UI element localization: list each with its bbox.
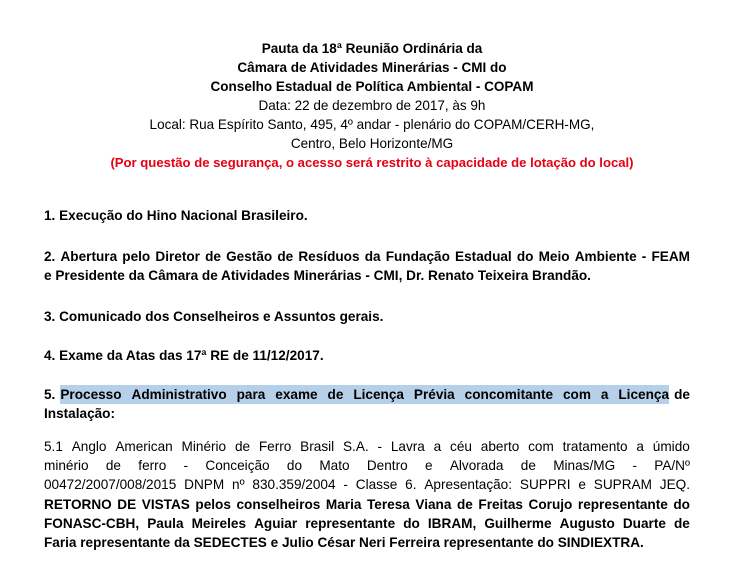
word: IBRAM,: [427, 515, 477, 531]
word: Minas/MG: [553, 458, 616, 474]
word: Aguiar: [254, 515, 298, 531]
word: American: [115, 439, 173, 454]
word: com: [528, 439, 554, 454]
word: céu: [450, 439, 472, 454]
title-line-2: Câmara de Atividades Minerárias - CMI do: [237, 60, 507, 75]
word: Brasil: [300, 439, 335, 454]
word: -: [343, 477, 348, 493]
word: concomitante: [464, 387, 554, 402]
agenda-item-4-text: 4. Exame da Atas das 17ª RE de 11/12/2017.: [44, 348, 324, 363]
word: SUPPRI: [519, 477, 571, 493]
word: Meireles: [191, 515, 247, 531]
word: -: [183, 458, 189, 474]
agenda-item-2-line-2: e Presidente da Câmara de Atividades Minerárias - CMI, Dr. Renato Teixeira Brandão.: [44, 268, 591, 284]
word: de: [277, 249, 294, 264]
word: S.A.: [342, 439, 369, 454]
agenda-item-5-1-line-4: [44, 495, 690, 514]
word: para: [236, 387, 266, 402]
word: exame: [275, 387, 318, 402]
word: Anglo: [71, 439, 107, 454]
word: do: [286, 458, 303, 474]
word: do: [516, 249, 534, 264]
word: Classe: [355, 477, 398, 493]
word: 6.: [405, 477, 417, 493]
word: FONASC-CBH,: [44, 515, 140, 531]
word: Ambiente: [574, 249, 637, 264]
word: -: [632, 458, 637, 474]
word: conselheiros: [236, 496, 321, 512]
word: Freitas: [478, 496, 523, 512]
word: FEAM: [651, 249, 690, 264]
word: minério: [44, 458, 89, 474]
word: representante: [305, 515, 396, 531]
word: Corujo: [528, 496, 573, 512]
agenda-item-5-1: [44, 437, 690, 552]
agenda-item-5-1-line-3: [44, 475, 690, 494]
word: ferro: [138, 458, 167, 474]
word: tratamento: [562, 439, 628, 454]
word: Guilherme: [484, 515, 552, 531]
agenda-item-5: [44, 385, 690, 423]
word: RETORNO: [44, 496, 112, 512]
agenda-item-5-1-line-6: Faria representante da SEDECTES e Julio César Neri Ferreira representante do SINDIEXTRA.: [44, 534, 644, 550]
agenda-item-5-line-2: Instalação:: [44, 406, 116, 422]
agenda-item-2-line-1: [44, 247, 690, 266]
word: de: [234, 439, 251, 454]
word: de: [456, 496, 473, 512]
word: 00472/2007/008/2015: [44, 477, 177, 493]
word: de: [520, 458, 536, 474]
word: pelo: [122, 249, 151, 264]
word: representante: [577, 496, 668, 512]
word: de: [327, 387, 344, 402]
word: DNPM: [184, 477, 225, 493]
word: a: [433, 439, 442, 454]
agenda-item-5-number: 5.: [44, 387, 56, 402]
word: SUPRAM: [593, 477, 652, 493]
word: Teresa: [366, 496, 410, 512]
word: Dentro: [366, 458, 408, 474]
word: e: [424, 458, 433, 474]
agenda-item-3: [44, 307, 690, 326]
word: Resíduos: [298, 249, 360, 264]
word: aberto: [480, 439, 520, 454]
word: com: [562, 387, 591, 402]
word: DE: [117, 496, 137, 512]
word: -: [377, 439, 383, 454]
word: do: [673, 496, 690, 512]
word: Prévia: [413, 387, 455, 402]
word: pelos: [195, 496, 231, 512]
location-line-2: Centro, Belo Horizonte/MG: [290, 136, 454, 151]
agenda-item-2: [44, 247, 690, 285]
word: Lavra: [390, 439, 425, 454]
word: 2.: [44, 249, 56, 264]
word: de: [205, 249, 221, 264]
word: Meio: [538, 249, 570, 264]
word: nº: [232, 477, 245, 493]
word: Duarte: [622, 515, 666, 531]
agenda-item-3-text: 3. Comunicado dos Conselheiros e Assuntos gerais.: [44, 309, 384, 324]
agenda-item-5-1-line-1: [44, 437, 690, 456]
word: de: [673, 515, 690, 531]
agenda-item-5-highlighted-text: [60, 385, 669, 404]
word: a: [636, 439, 644, 454]
security-note: (Por questão de segurança, o acesso será restrito à capacidade de lotação do local): [110, 155, 634, 170]
word: Conceição: [205, 458, 270, 474]
location-line-1: Local: Rua Espírito Santo, 495, 4º andar - plenário do COPAM/CERH-MG,: [149, 117, 595, 132]
word: do: [403, 515, 420, 531]
agenda-item-2-line-1-text: [44, 247, 690, 266]
title-line-1: Pauta da 18ª Reunião Ordinária da: [261, 41, 483, 56]
title-line-3: Conselho Estadual de Política Ambiental - COPAM: [210, 79, 534, 94]
word: 5.1: [44, 439, 63, 454]
word: JEQ.: [659, 477, 690, 493]
word: de: [105, 458, 121, 474]
meeting-date: Data: 22 de dezembro de 2017, às 9h: [258, 98, 486, 113]
word: a: [600, 387, 609, 402]
word: Augusto: [559, 515, 615, 531]
word: Estadual: [455, 249, 512, 264]
agenda-item-5-1-line-5: [44, 514, 690, 533]
word: Apresentação:: [424, 477, 513, 493]
word: e: [578, 477, 586, 493]
word: Processo: [60, 387, 122, 402]
word: Maria: [325, 496, 362, 512]
agenda-item-5-1-line-2: [44, 456, 690, 475]
agenda-item-5-tail: de: [674, 387, 690, 402]
word: VISTAS: [141, 496, 190, 512]
word: Licença: [353, 387, 404, 402]
word: úmido: [652, 439, 690, 454]
word: Gestão: [226, 249, 273, 264]
word: Administrativo: [131, 387, 227, 402]
agenda-header: [0, 39, 744, 172]
agenda-item-4: [44, 346, 690, 365]
agenda-item-1-text: 1. Execução do Hino Nacional Brasileiro.: [44, 208, 308, 223]
word: Licença: [618, 387, 669, 402]
agenda-item-5-line-1: [44, 385, 690, 404]
word: PA/Nº: [654, 458, 690, 474]
word: Ferro: [258, 439, 292, 454]
word: Alvorada: [449, 458, 504, 474]
word: 830.359/2004: [252, 477, 336, 493]
word: Fundação: [385, 249, 450, 264]
word: Diretor: [155, 249, 200, 264]
selected-text-highlight[interactable]: [60, 385, 669, 404]
word: Mato: [319, 458, 350, 474]
word: Minério: [181, 439, 227, 454]
word: -: [641, 249, 647, 264]
word: Viana: [415, 496, 452, 512]
word: da: [364, 249, 381, 264]
word: Paula: [147, 515, 184, 531]
word: Abertura: [60, 249, 118, 264]
agenda-item-1: [44, 206, 690, 225]
